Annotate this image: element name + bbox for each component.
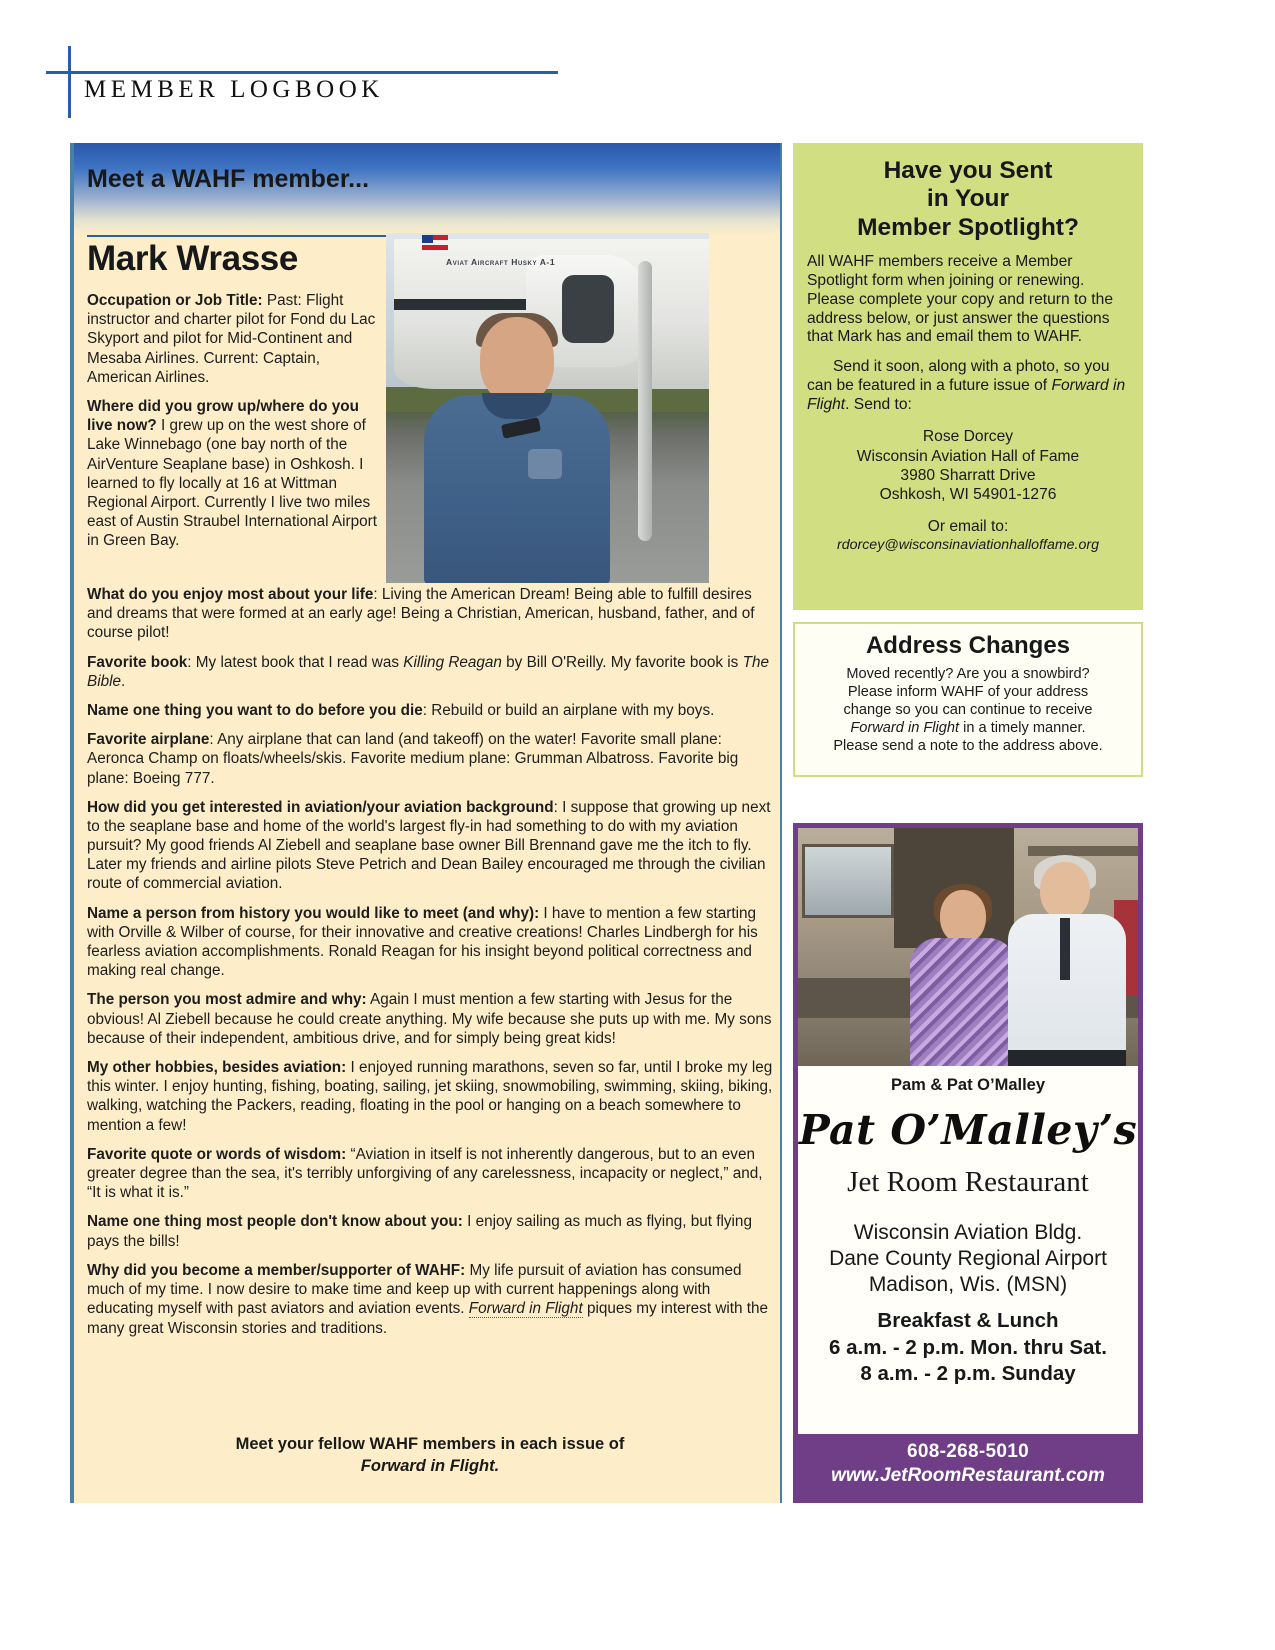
member-spotlight-box	[793, 143, 1143, 610]
ad-person-head	[940, 890, 986, 944]
photo-person-shirt-logo	[528, 449, 562, 479]
qa-question: Favorite airplane	[87, 731, 210, 749]
qa-answer-post: .	[121, 672, 126, 690]
qa-item	[87, 904, 773, 981]
ad-subtitle: Jet Room Restaurant	[847, 1166, 1089, 1198]
ad-hours-line: 6 a.m. - 2 p.m. Mon. thru Sat.	[829, 1335, 1107, 1359]
feature-kicker: Meet a WAHF member...	[87, 165, 370, 193]
qa-question: How did you get interested in aviation/your aviation background	[87, 798, 554, 816]
qa-item	[87, 1058, 773, 1135]
member-name: Mark Wrasse	[87, 239, 298, 278]
qa-item-final	[87, 1261, 773, 1338]
qa-answer: I grew up on the west shore of Lake Winnebago (one bay north of the AirVenture Seaplane base) in Oshkosh. I learned to fly locally at 16 at Wittman Regional Airport. Currently I live two miles east of Austin Straubel International Airport in Green Bay.	[87, 417, 377, 550]
qa-question: Occupation or Job Title:	[87, 292, 263, 309]
spotlight-title-line1: Have you Sent	[883, 157, 1053, 184]
ad-hours	[798, 1308, 1138, 1388]
qa-answer: I have to mention a few starting with Orville & Wilber of course, for their innovative and creative creations! Charles Lindbergh for his fearless aviation accomplishments. Ronald Reagan for his insight beyond political correctness and making real change.	[87, 904, 758, 980]
ad-owners-caption: Pam & Pat O’Malley	[890, 1076, 1046, 1094]
qa-item	[87, 1212, 773, 1251]
qa-question: Favorite book	[87, 653, 188, 671]
qa-item	[87, 798, 773, 894]
qa-item	[87, 291, 379, 387]
address-changes-line	[804, 720, 1132, 738]
ad-location	[798, 1220, 1138, 1298]
address-line: Oshkosh, WI 54901-1276	[879, 485, 1057, 503]
address-changes-body	[804, 666, 1132, 756]
qa-answer: : My latest book that I read was	[187, 653, 404, 671]
ad-phone-number[interactable]: 608-268-5010	[907, 1441, 1029, 1462]
qa-answer: Again I must mention a few starting with Jesus for the obvious! Al Ziebell because he could create anything. My wife because she puts up with me. My sons because of their independent, ambitious drive, and for simply being great kids!	[87, 991, 772, 1047]
qa-answer: My life pursuit of aviation has consumed much of my time. I now desire to make time and keep up with current happenings along with educating myself with past aviators and aviation events.	[87, 1261, 742, 1318]
ad-website-url[interactable]: www.JetRoomRestaurant.com	[831, 1465, 1105, 1486]
qa-item	[87, 585, 773, 643]
qa-question: Name a person from history you would like to meet (and why):	[87, 904, 540, 922]
address-changes-line: change so you can continue to receive	[843, 701, 1093, 718]
address-changes-line: Please inform WAHF of your address	[847, 683, 1089, 700]
qa-answer: : Living the American Dream! Being able to fulfill desires and dreams that were formed at an early age! Being a Christian, American, husband, father, and of course pilot!	[87, 586, 755, 642]
ad-hours-line: 8 a.m. - 2 p.m. Sunday	[860, 1362, 1076, 1386]
qa-answer: I enjoy sailing as much as flying, but flying pays the bills!	[87, 1213, 752, 1250]
publication-title: Forward in Flight	[850, 719, 960, 736]
feature-divider	[87, 235, 432, 237]
ad-person-belt	[1008, 1050, 1126, 1066]
qa-question: The person you most admire and why:	[87, 991, 367, 1009]
qa-answer: : I suppose that growing up next to the seaplane base and home of the world's largest fly-in had something to do with my aviation pursuit? My good friends Al Ziebell and seaplane base owner Bill Brennand gave me the itch to fly. Later my friends and airline pilots Steve Petrich and Dean Bailey encouraged me through the civilian route of commercial aviation.	[87, 798, 771, 893]
address-line: Rose Dorcey	[922, 428, 1014, 446]
spotlight-para2-pre: Send it soon, along with a photo, so you can be featured in a future issue of	[807, 358, 1110, 394]
qa-answer: I enjoyed running marathons, seven so far, until I broke my leg this winter. I enjoy hunting, fishing, boating, sailing, jet skiing, snowmobiling, swimming, skiing, biking, walking, watching the Packers, reading, floating in the pool or hanging on a beach somewhere to mention a few!	[87, 1058, 773, 1134]
qa-question: My other hobbies, besides aviation:	[87, 1058, 347, 1076]
ad-photo	[798, 828, 1138, 1066]
spotlight-paragraph-1: All WAHF members receive a Member Spotlight form when joining or renewing. Please complete your copy and return to the address below, or just answer the questions that Mark has and email them to WAHF.	[807, 253, 1113, 346]
ad-photo-window	[802, 844, 894, 918]
book-title-the-bible: The Bible	[87, 653, 769, 690]
spotlight-mailing-address	[807, 427, 1129, 504]
spotlight-email-address[interactable]: rdorcey@wisconsinaviationhalloffame.org	[836, 537, 1100, 554]
qa-question: Name one thing most people don't know about you:	[87, 1213, 463, 1231]
spotlight-title-line2: in Your	[926, 185, 1010, 213]
photo-airplane-lettering: Aviat Aircraft Husky A-1	[446, 257, 556, 267]
qa-item	[87, 990, 773, 1048]
photo-person	[420, 317, 612, 583]
address-changes-box	[793, 622, 1143, 777]
qa-item	[87, 397, 379, 551]
ad-person-head	[1040, 862, 1090, 920]
qa-answer: : Rebuild or build an airplane with my boys.	[422, 701, 715, 719]
feature-footer-line2: Forward in Flight.	[360, 1456, 500, 1475]
photo-person-head	[480, 317, 554, 403]
member-photo	[386, 233, 709, 583]
restaurant-advertisement[interactable]	[793, 823, 1143, 1503]
page-title: MEMBER LOGBOOK	[84, 76, 384, 103]
qa-question: Why did you become a member/supporter of WAHF:	[87, 1261, 466, 1279]
address-changes-title: Address Changes	[865, 632, 1071, 659]
ad-brand-name: Pat O’Malley’s	[798, 1106, 1138, 1154]
spotlight-paragraph-2	[807, 358, 1129, 414]
ad-footer-bar	[798, 1434, 1138, 1498]
address-changes-line: Moved recently? Are you a snowbird?	[846, 666, 1090, 682]
member-feature-panel	[70, 143, 782, 1503]
spotlight-para2-post: . Send to:	[845, 395, 912, 413]
qa-answer-mid: by Bill O'Reilly. My favorite book is	[501, 653, 743, 671]
photo-airplane-propeller	[638, 261, 652, 541]
publication-title: Forward in Flight	[468, 1300, 583, 1318]
address-changes-line4-rest: in a timely manner.	[959, 719, 1086, 736]
publication-title: Forward in Flight	[807, 376, 1126, 413]
book-title-killing-reagan: Killing Reagan	[403, 653, 502, 671]
ad-location-line: Wisconsin Aviation Bldg.	[853, 1221, 1083, 1244]
spotlight-title-line3: Member Spotlight?	[857, 213, 1079, 241]
qa-answer: : Any airplane that can land (and takeoff) on the water! Favorite small plane: Aeronca Champ on floats/wheels/skis. Favorite medium plane: Grumman Albatross. Favorite big plane: Boeing 777.	[87, 731, 739, 787]
page-header	[0, 0, 1275, 130]
address-line: 3980 Sharratt Drive	[900, 466, 1036, 484]
qa-question: Where did you grow up/where do you live now?	[87, 397, 359, 435]
feature-footer-line1: Meet your fellow WAHF members in each issue of	[235, 1435, 625, 1454]
ad-hours-line: Breakfast & Lunch	[877, 1309, 1059, 1332]
ad-photo-shelf	[1028, 846, 1138, 856]
qa-answer-post: piques my interest with the many great Wisconsin stories and traditions.	[87, 1300, 769, 1337]
feature-column-narrow	[87, 291, 379, 560]
address-line: Wisconsin Aviation Hall of Fame	[856, 447, 1080, 465]
header-horizontal-rule	[46, 71, 558, 74]
qa-question: Name one thing you want to do before you die	[87, 701, 423, 719]
photo-flag-canton	[422, 235, 433, 243]
qa-item	[87, 730, 773, 788]
header-vertical-rule	[68, 46, 71, 118]
ad-photo-person-pam	[910, 890, 1016, 1066]
ad-location-line: Dane County Regional Airport	[829, 1247, 1107, 1271]
qa-question: Favorite quote or words of wisdom:	[87, 1145, 347, 1163]
qa-question: What do you enjoy most about your life	[87, 586, 374, 603]
feature-column-wide	[87, 585, 773, 1348]
ad-person-tie	[1060, 918, 1070, 980]
qa-answer: “Aviation in itself is not inherently dangerous, but to an even greater degree than the sea, it's terribly unforgiving of any carelessness, incapacity or neglect,” and, “It is what it is.”	[87, 1145, 763, 1202]
qa-item	[87, 653, 773, 691]
qa-answer: Past: Flight instructor and charter pilot for Fond du Lac Skyport and pilot for Mid-Continent and Mesaba Airlines. Current: Captain, American Airlines.	[87, 292, 376, 386]
qa-item	[87, 701, 773, 720]
feature-footer	[87, 1434, 773, 1477]
ad-photo-person-pat	[1008, 862, 1126, 1066]
spotlight-title	[807, 157, 1129, 242]
address-changes-line: Please send a note to the address above.	[833, 737, 1103, 754]
ad-person-blouse	[910, 938, 1016, 1066]
spotlight-email-label: Or email to:	[927, 518, 1009, 536]
qa-item	[87, 1145, 773, 1203]
ad-location-line: Madison, Wis. (MSN)	[868, 1273, 1068, 1297]
